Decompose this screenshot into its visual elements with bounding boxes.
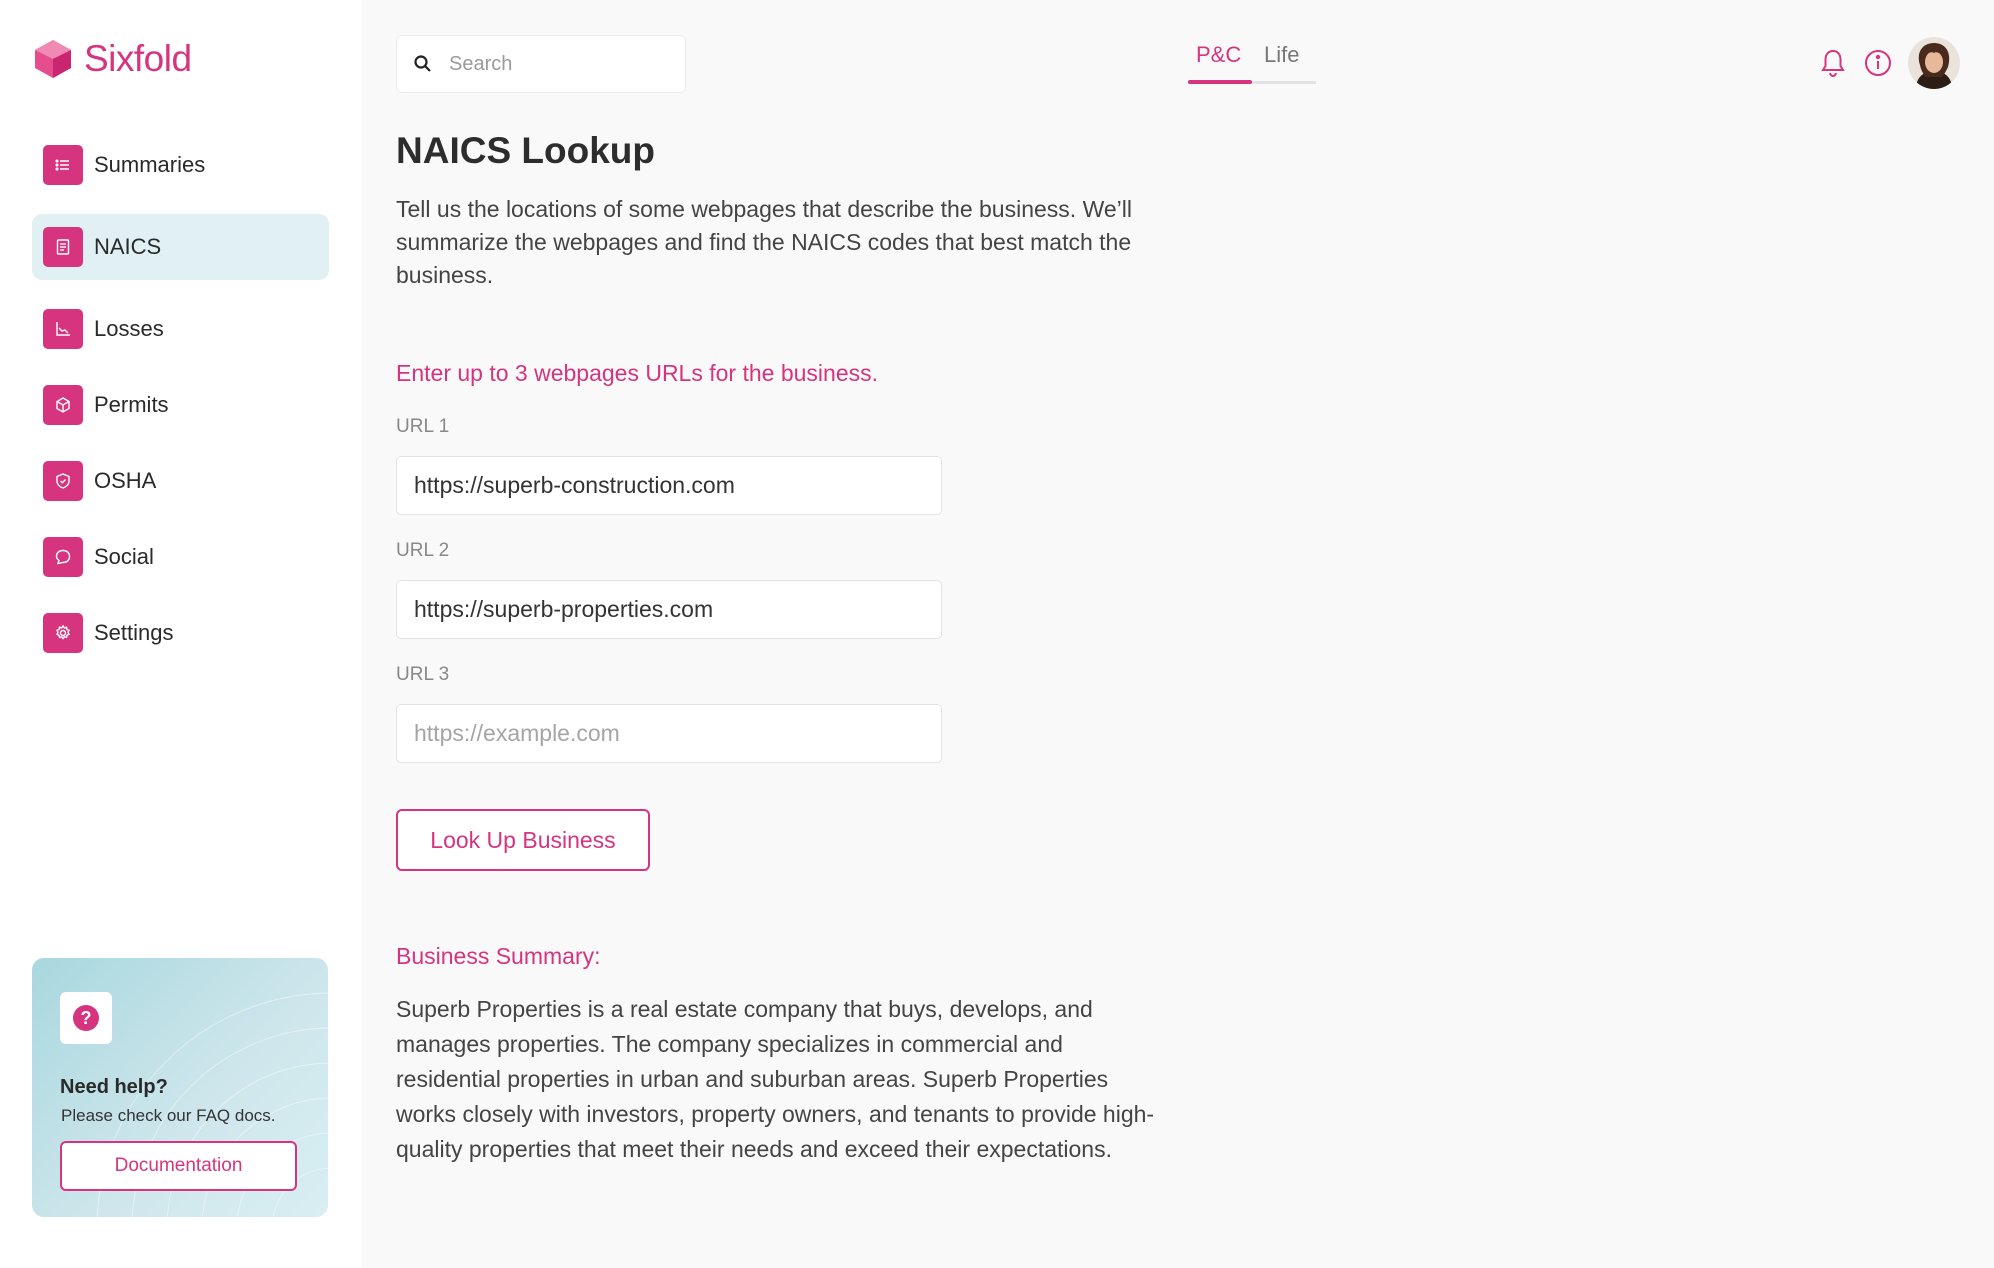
documentation-button[interactable]: Documentation — [60, 1141, 297, 1191]
question-icon: ? — [73, 1005, 99, 1031]
summary-heading: Business Summary: — [396, 943, 601, 969]
sidebar-item-label: Permits — [94, 392, 169, 417]
tab-pc[interactable]: P&C — [1196, 42, 1242, 67]
page-description: Tell us the locations of some webpages that describe the business. We’ll summarize the webpages and find the NAICS codes that best match the business. — [396, 196, 1132, 288]
page-title: NAICS Lookup — [396, 130, 655, 171]
bell-icon[interactable] — [1819, 48, 1847, 78]
logo-text: Sixfold — [84, 38, 192, 79]
sidebar-item-label: Social — [94, 544, 154, 569]
look-up-business-button[interactable]: Look Up Business — [396, 809, 650, 871]
form-heading: Enter up to 3 webpages URLs for the business. — [396, 360, 879, 386]
chat-bubble-icon — [43, 537, 83, 577]
shield-check-icon — [43, 461, 83, 501]
url-2-input[interactable] — [396, 580, 942, 639]
business-summary-text: Superb Properties is a real estate company that buys, develops, and manages properties. The company specializes in commercial and residential properties in urban and suburban areas. Superb Properties works closely with investors, property owners, and tenants to provide high-quality properties that meet their needs and exceed their expectations. — [396, 996, 1155, 1162]
info-icon[interactable] — [1864, 49, 1892, 77]
sidebar-item-label: Settings — [94, 620, 174, 645]
search-input[interactable] — [449, 53, 669, 76]
tab-active-indicator — [1188, 80, 1252, 84]
sidebar-item-permits[interactable] — [32, 372, 329, 438]
avatar[interactable] — [1908, 37, 1960, 89]
sidebar-item-label: NAICS — [94, 234, 162, 259]
sidebar-item-naics[interactable] — [32, 214, 329, 280]
sixfold-logo-icon — [32, 38, 74, 80]
document-icon — [43, 227, 83, 267]
cube-icon — [43, 385, 83, 425]
line-tabs — [1188, 40, 1316, 86]
gear-icon — [43, 613, 83, 653]
sidebar-item-label: OSHA — [94, 468, 157, 493]
url-2-label: URL 2 — [396, 540, 450, 561]
sidebar-item-osha[interactable] — [32, 448, 329, 514]
url-3-label: URL 3 — [396, 664, 450, 685]
search-box[interactable] — [396, 35, 686, 93]
sidebar-item-social[interactable] — [32, 524, 329, 590]
sidebar-item-settings[interactable] — [32, 600, 329, 666]
question-icon-box — [60, 992, 112, 1044]
help-card — [32, 958, 328, 1217]
sidebar-item-label: Summaries — [94, 152, 206, 177]
url-3-input[interactable] — [396, 704, 942, 763]
help-text: Please check our FAQ docs. — [61, 1106, 276, 1125]
sidebar-item-label: Losses — [94, 316, 164, 341]
search-icon — [413, 54, 433, 74]
sidebar-item-summaries[interactable] — [32, 132, 329, 198]
url-1-label: URL 1 — [396, 416, 450, 437]
logo[interactable] — [32, 38, 192, 80]
help-title: Need help? — [60, 1076, 168, 1098]
list-icon — [43, 145, 83, 185]
sidebar-item-losses[interactable] — [32, 296, 329, 362]
user-avatar-image — [1908, 37, 1960, 89]
sidebar — [0, 0, 362, 1268]
chart-icon — [43, 309, 83, 349]
url-1-input[interactable] — [396, 456, 942, 515]
tab-life[interactable]: Life — [1264, 42, 1300, 67]
